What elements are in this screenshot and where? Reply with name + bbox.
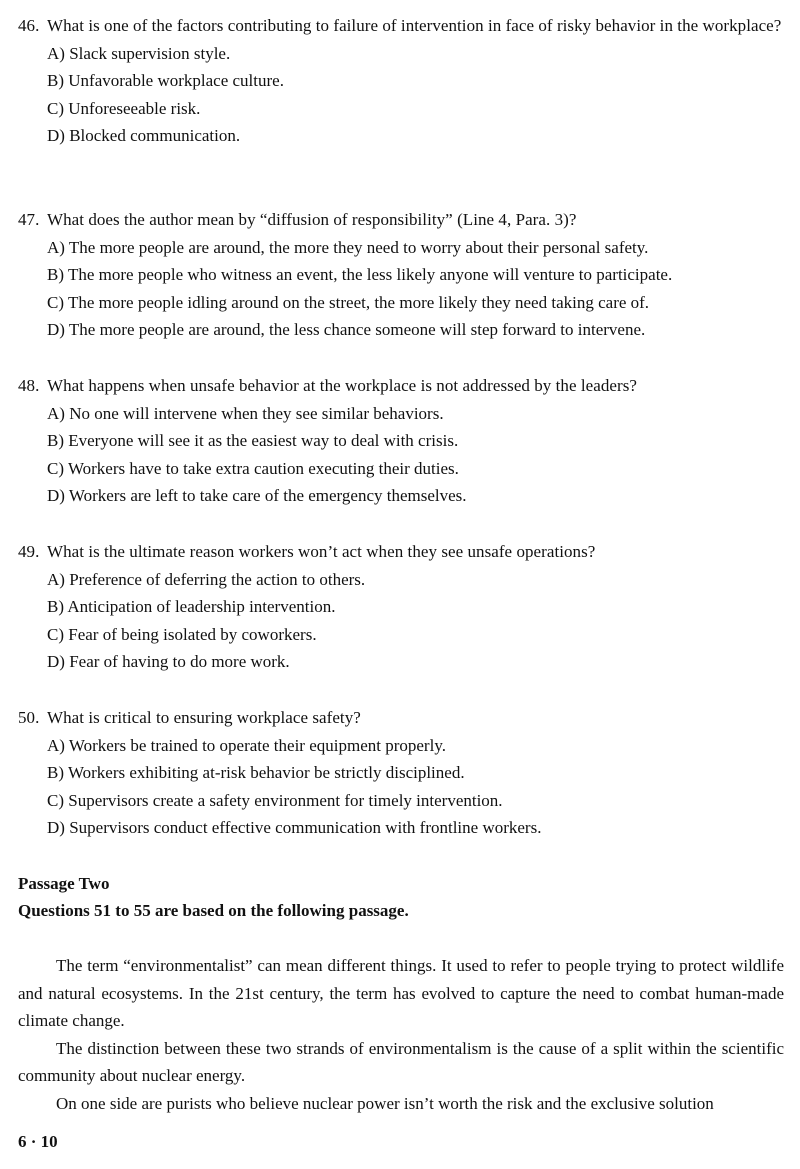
- option-letter: A): [47, 237, 65, 257]
- option-c[interactable]: [18, 621, 784, 649]
- option-b[interactable]: [18, 261, 784, 289]
- question-49: [18, 538, 784, 676]
- question-text: What is the ultimate reason workers won’t act when they see unsafe operations?: [47, 542, 596, 561]
- question-number: 48.: [18, 376, 40, 395]
- option-letter: C): [47, 458, 64, 478]
- option-text: Anticipation of leadership intervention.: [67, 597, 336, 616]
- option-text: The more people are around, the more they need to worry about their personal safety.: [68, 237, 649, 257]
- question-48: [18, 372, 784, 510]
- option-letter: D): [47, 486, 65, 505]
- passage-paragraph: The distinction between these two strands of environmentalism is the cause of a split within the scientific community about nuclear energy.: [18, 1038, 784, 1086]
- option-letter: D): [47, 818, 65, 837]
- option-text: No one will intervene when they see similar behaviors.: [69, 403, 444, 423]
- option-d[interactable]: [18, 648, 784, 676]
- option-b[interactable]: [18, 427, 784, 455]
- option-letter: B): [47, 265, 64, 284]
- option-c[interactable]: [18, 787, 784, 815]
- option-letter: B): [47, 763, 64, 782]
- option-letter: A): [47, 403, 65, 423]
- passage-paragraph: On one side are purists who believe nuclear power isn’t worth the risk and the exclusive solution: [56, 1093, 714, 1113]
- option-c[interactable]: [18, 455, 784, 483]
- option-b[interactable]: [18, 67, 784, 95]
- question-stem: [18, 12, 784, 40]
- option-text: Workers have to take extra caution executing their duties.: [67, 458, 459, 478]
- option-d[interactable]: [18, 482, 784, 510]
- option-a[interactable]: [18, 40, 784, 68]
- question-46: [18, 12, 784, 150]
- option-a[interactable]: [18, 234, 784, 262]
- option-letter: D): [47, 652, 65, 671]
- option-text: Slack supervision style.: [69, 43, 231, 63]
- passage-paragraph: The term “environmentalist” can mean different things. It used to refer to people trying to protect wildlife and natural ecosystems. In the 21st century, the term has evolved to capture the need to combat human-made climate change.: [18, 956, 784, 1031]
- option-a[interactable]: [18, 566, 784, 594]
- option-text: Supervisors conduct effective communication with frontline workers.: [69, 818, 542, 837]
- option-text: Everyone will see it as the easiest way to deal with crisis.: [68, 431, 459, 450]
- option-letter: C): [47, 790, 64, 810]
- question-number: 50.: [18, 708, 40, 727]
- passage-instructions: Questions 51 to 55 are based on the following passage.: [18, 901, 409, 920]
- option-letter: A): [47, 43, 65, 63]
- passage-body: [18, 952, 784, 1118]
- question-number: 47.: [18, 210, 40, 229]
- option-d[interactable]: [18, 316, 784, 344]
- option-letter: A): [47, 735, 65, 755]
- option-c[interactable]: [18, 95, 784, 123]
- question-text: What is one of the factors contributing to failure of intervention in face of risky behavior in the workplace?: [47, 16, 782, 35]
- option-letter: A): [47, 569, 65, 589]
- option-text: Fear of being isolated by coworkers.: [68, 624, 317, 644]
- option-letter: D): [47, 320, 65, 339]
- question-number: 49.: [18, 542, 40, 561]
- question-47: [18, 206, 784, 344]
- option-a[interactable]: [18, 732, 784, 760]
- option-letter: B): [47, 71, 64, 90]
- option-text: Workers be trained to operate their equipment properly.: [68, 735, 446, 755]
- option-letter: C): [47, 624, 64, 644]
- page-number: 6 · 10: [18, 1132, 58, 1151]
- option-c[interactable]: [18, 289, 784, 317]
- option-text: Unfavorable workplace culture.: [68, 71, 284, 90]
- option-letter: B): [47, 431, 64, 450]
- question-text: What is critical to ensuring workplace safety?: [47, 708, 361, 727]
- question-text: What happens when unsafe behavior at the workplace is not addressed by the leaders?: [47, 376, 637, 395]
- option-text: Workers exhibiting at-risk behavior be strictly disciplined.: [67, 763, 465, 782]
- option-letter: C): [47, 292, 64, 312]
- option-d[interactable]: [18, 122, 784, 150]
- question-stem: [18, 538, 784, 566]
- option-letter: B): [47, 597, 64, 616]
- question-number: 46.: [18, 16, 40, 35]
- option-text: Blocked communication.: [69, 126, 241, 145]
- option-text: The more people are around, the less chance someone will step forward to intervene.: [68, 320, 646, 339]
- option-letter: C): [47, 98, 64, 118]
- question-stem: [18, 206, 784, 234]
- question-text: What does the author mean by “diffusion of responsibility” (Line 4, Para. 3)?: [47, 210, 577, 229]
- option-text: The more people who witness an event, the less likely anyone will venture to participate.: [67, 265, 673, 284]
- question-stem: [18, 372, 784, 400]
- question-50: [18, 704, 784, 842]
- option-text: Workers are left to take care of the emergency themselves.: [68, 486, 467, 505]
- option-d[interactable]: [18, 814, 784, 842]
- option-text: Supervisors create a safety environment for timely intervention.: [68, 790, 503, 810]
- option-text: Unforeseeable risk.: [68, 98, 201, 118]
- option-text: Preference of deferring the action to others.: [69, 569, 366, 589]
- option-letter: D): [47, 126, 65, 145]
- option-b[interactable]: [18, 759, 784, 787]
- question-stem: [18, 704, 784, 732]
- option-text: Fear of having to do more work.: [69, 652, 290, 671]
- option-a[interactable]: [18, 400, 784, 428]
- option-text: The more people idling around on the street, the more likely they need taking care of.: [67, 292, 650, 312]
- passage-title: Passage Two: [18, 874, 110, 893]
- option-b[interactable]: [18, 593, 784, 621]
